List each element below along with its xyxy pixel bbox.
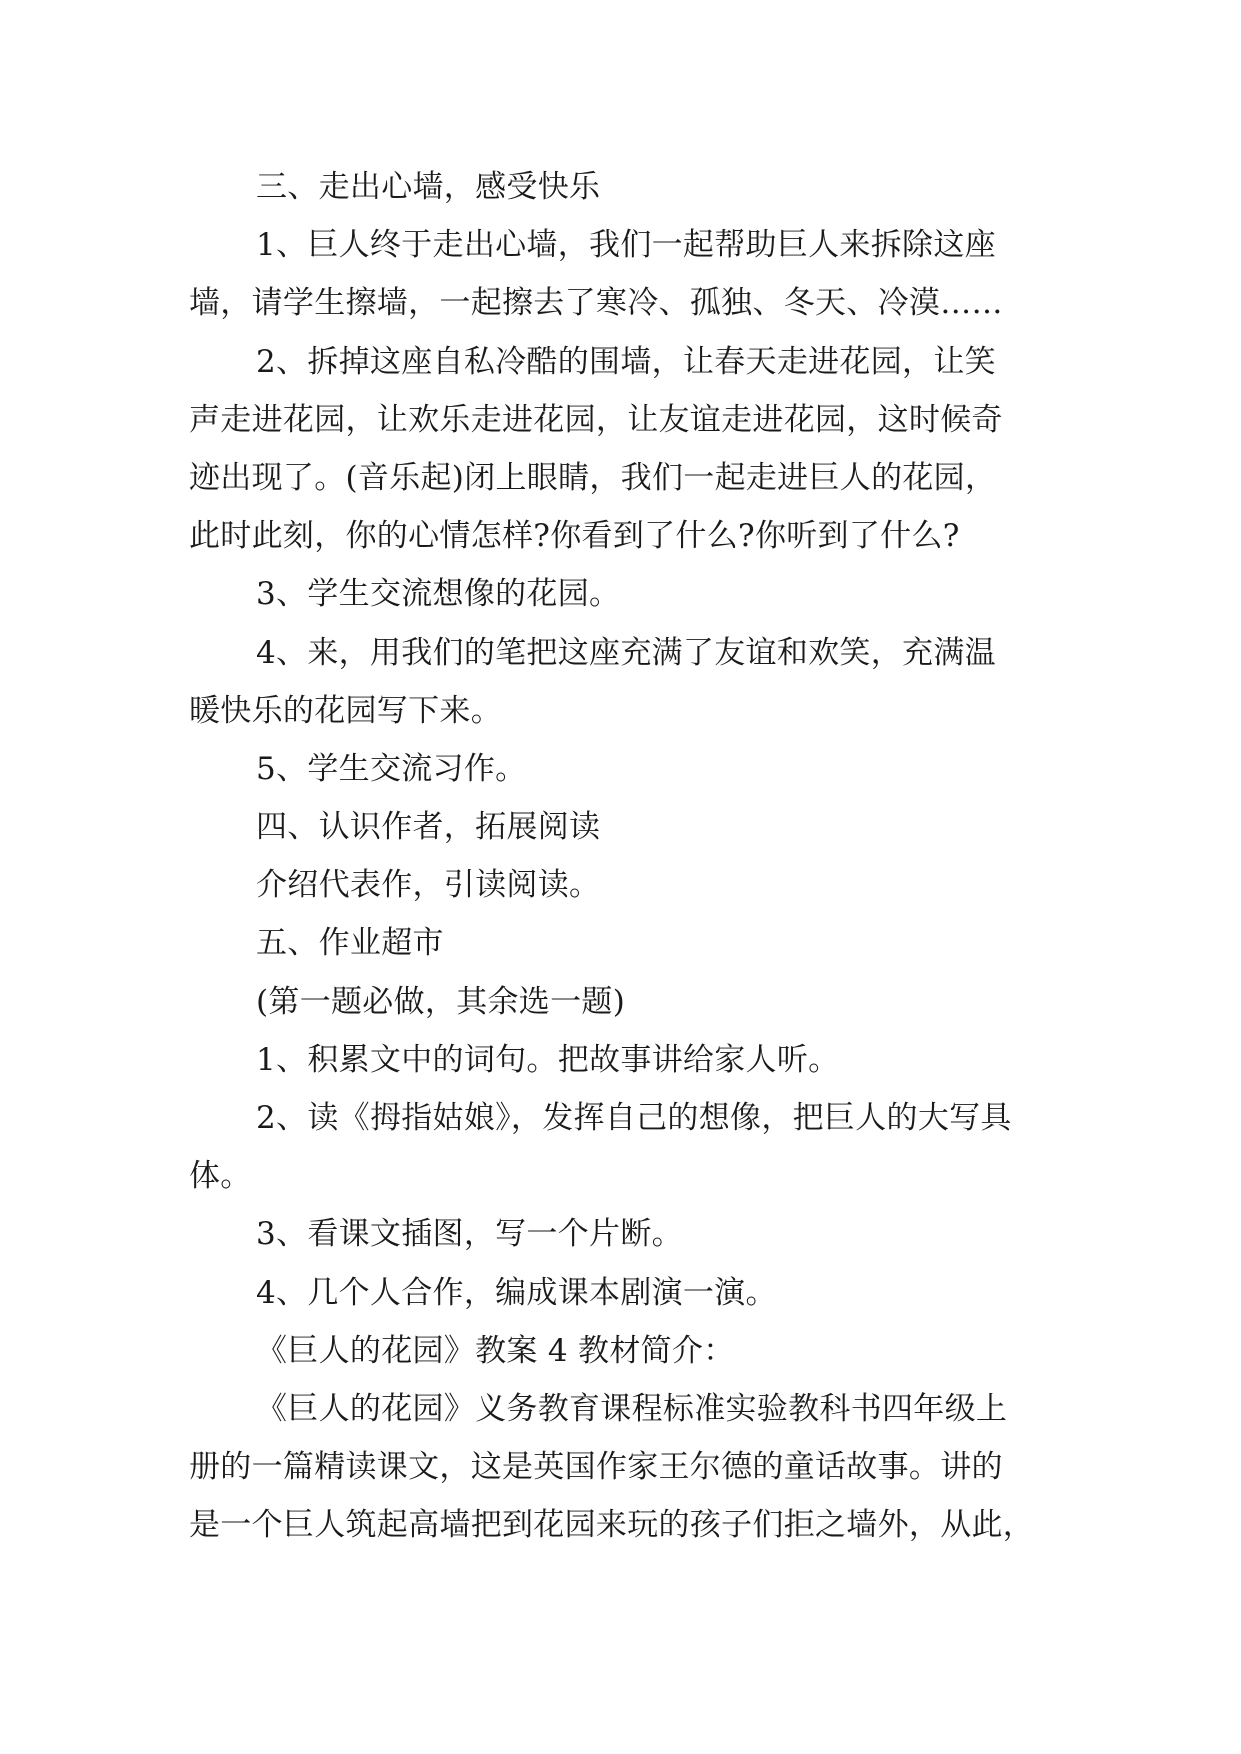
paragraph-line: 迹出现了。(音乐起)闭上眼睛，我们一起走进巨人的花园， — [189, 459, 997, 496]
section-heading: 四、认识作者，拓展阅读 — [256, 809, 601, 846]
paragraph-line: 是一个巨人筑起高墙把到花园来玩的孩子们拒之墙外，从此， — [189, 1507, 1035, 1544]
paragraph-line: 声走进花园，让欢乐走进花园，让友谊走进花园，这时候奇 — [189, 401, 1003, 438]
paragraph-line: 5、学生交流习作。 — [256, 750, 527, 787]
paragraph-line: 暖快乐的花园写下来。 — [189, 692, 502, 729]
paragraph-line: 3、学生交流想像的花园。 — [256, 576, 621, 613]
section-heading: 五、作业超市 — [256, 925, 444, 962]
paragraph-line: 2、拆掉这座自私冷酷的围墙，让春天走进花园，让笑 — [256, 343, 996, 380]
paragraph-line: 册的一篇精读课文，这是英国作家王尔德的童话故事。讲的 — [189, 1449, 1003, 1486]
paragraph-line: (第一题必做，其余选一题) — [256, 983, 626, 1020]
paragraph-line: 墙，请学生擦墙，一起擦去了寒冷、孤独、冬天、冷漠…… — [189, 285, 1003, 322]
document-page — [189, 158, 1059, 1555]
list-item: 4、几个人合作，编成课本剧演一演。 — [256, 1274, 777, 1311]
paragraph-line: 此时此刻，你的心情怎样?你看到了什么?你听到了什么? — [189, 518, 960, 555]
paragraph-line: 1、巨人终于走出心墙，我们一起帮助巨人来拆除这座 — [256, 227, 996, 264]
paragraph-line: 4、来，用我们的笔把这座充满了友谊和欢笑，充满温 — [256, 634, 996, 671]
list-item: 2、读《拇指姑娘》，发挥自己的想像，把巨人的大写具 — [256, 1100, 1012, 1136]
section-heading: 《巨人的花园》教案 4 教材简介： — [256, 1332, 735, 1369]
list-item: 1、积累文中的词句。把故事讲给家人听。 — [256, 1041, 840, 1078]
paragraph-line: 《巨人的花园》义务教育课程标准实验教科书四年级上 — [256, 1390, 1008, 1427]
list-item: 3、看课文插图，写一个片断。 — [256, 1216, 683, 1253]
paragraph-line: 介绍代表作，引读阅读。 — [256, 867, 601, 904]
section-heading: 三、走出心墙，感受快乐 — [256, 169, 601, 205]
paragraph-line: 体。 — [189, 1158, 252, 1195]
